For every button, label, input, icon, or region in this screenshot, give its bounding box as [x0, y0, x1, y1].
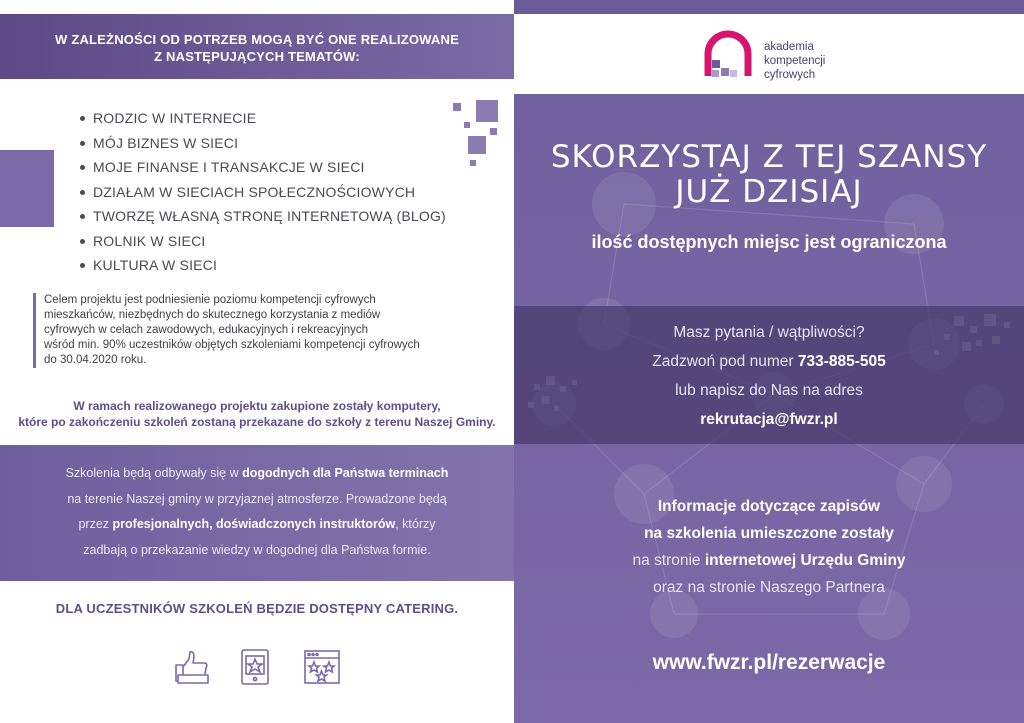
- feature-icons: [170, 647, 340, 687]
- training-line: zadbają o przekazanie wiedzy w dogodnej dla Państwa formie.: [83, 542, 431, 557]
- logo-text: [764, 40, 825, 82]
- project-goal-text: [33, 293, 483, 368]
- info-text: na stronie: [632, 552, 705, 569]
- right-top-bar: [514, 0, 1024, 14]
- goal-line: wśród min. 90% uczestników objętych szkoleniami kompetencji cyfrowych: [44, 339, 420, 351]
- top-strip: [0, 0, 514, 14]
- computers-note: [0, 398, 514, 430]
- headline-line2: JUŻ DZISIAJ: [675, 174, 863, 210]
- training-info-block: [0, 445, 514, 581]
- tablet-star-icon: [236, 647, 276, 687]
- topic-item: MÓJ BIZNES W SIECI: [78, 131, 446, 156]
- topic-item: ROLNIK W SIECI: [78, 229, 446, 254]
- computers-line1: W ramach realizowanego projektu zakupione zostały komputery,: [73, 399, 441, 413]
- goal-line: do 30.04.2020 roku.: [44, 354, 147, 366]
- phone-number[interactable]: 733-885-505: [797, 353, 886, 370]
- goal-line: mieszkańców, niezbędnych do skutecznego korzystania z mediów: [44, 309, 381, 321]
- contact-text: Zadzwoń pod numer: [652, 353, 798, 370]
- contact-line: [514, 405, 1024, 434]
- goal-line: cyfrowych w celach zawodowych, edukacyjnych i rekreacyjnych: [44, 324, 369, 336]
- info-bold: internetowej Urzędu Gminy: [704, 552, 906, 569]
- training-highlight: dogodnych dla Państwa terminach: [242, 466, 449, 480]
- topics-banner-line1: W ZALEŻNOŚCI OD POTRZEB MOGĄ BYĆ ONE REALIZOWANE: [55, 32, 459, 47]
- limited-places-note: ilość dostępnych miejsc jest ograniczona: [591, 232, 947, 252]
- headline-line1: SKORZYSTAJ Z TEJ SZANSY: [550, 139, 988, 175]
- topic-item: DZIAŁAM W SIECIACH SPOŁECZNOŚCIOWYCH: [78, 180, 446, 205]
- topic-item: TWORZĘ WŁASNĄ STRONĘ INTERNETOWĄ (BLOG): [78, 204, 446, 229]
- contact-line: lub napisz do Nas na adres: [675, 382, 863, 399]
- info-line: [514, 493, 1024, 520]
- email-address[interactable]: rekrutacja@fwzr.pl: [700, 411, 838, 428]
- training-text: , którzy: [395, 517, 436, 531]
- browser-stars-icon: [302, 647, 342, 687]
- logo-line3: cyfrowych: [764, 69, 816, 81]
- training-text: Szkolenia będą odbywały się w: [65, 466, 243, 480]
- topics-banner: [0, 14, 514, 79]
- catering-note: DLA UCZESTNIKÓW SZKOLEŃ BĘDZIE DOSTĘPNY CATERING.: [55, 601, 459, 616]
- right-panel: [514, 0, 1024, 723]
- info-bold: na szkolenia umieszczone zostały: [644, 525, 894, 542]
- logo-line1: akademia: [764, 41, 814, 53]
- topics-banner-line2: Z NASTĘPUJĄCYCH TEMATÓW:: [154, 49, 360, 64]
- info-line: oraz na stronie Naszego Partnera: [653, 579, 885, 596]
- contact-line: Masz pytania / wątpliwości?: [673, 324, 865, 341]
- topic-item: KULTURA W SIECI: [78, 253, 446, 278]
- reservation-url[interactable]: www.fwzr.pl/rezerwacje: [652, 651, 886, 674]
- training-highlight: profesjonalnych, doświadczonych instruktorów: [112, 517, 396, 531]
- info-line: [514, 520, 1024, 547]
- decorative-squares: [450, 100, 500, 170]
- contact-block: [514, 306, 1024, 444]
- topics-list: [78, 106, 446, 278]
- info-bold: Informacje dotyczące zapisów: [657, 498, 881, 515]
- goal-line: Celem projektu jest podniesienie poziomu kompetencji cyfrowych: [44, 294, 376, 306]
- topic-item: MOJE FINANSE I TRANSAKCJE W SIECI: [78, 155, 446, 180]
- logo-area: [514, 14, 1024, 94]
- training-line: na terenie Naszej gminy w przyjaznej atmosferze. Prowadzone będą: [67, 491, 447, 506]
- decorative-side-block: [0, 150, 54, 227]
- thumbs-up-icon: [172, 647, 212, 687]
- logo-line2: kompetencji: [764, 55, 826, 67]
- training-text: przez: [78, 517, 113, 531]
- training-line: [0, 461, 514, 487]
- contact-line: [514, 347, 1024, 376]
- registration-info: [514, 493, 1024, 601]
- training-line: [0, 512, 514, 538]
- computers-line2: które po zakończeniu szkoleń zostaną przekazane do szkoły z terenu Naszej Gminy.: [18, 415, 496, 429]
- topic-item: RODZIC W INTERNECIE: [78, 106, 446, 131]
- akademia-logo-icon: [698, 24, 758, 84]
- info-line: [514, 547, 1024, 574]
- headline: [514, 140, 1024, 210]
